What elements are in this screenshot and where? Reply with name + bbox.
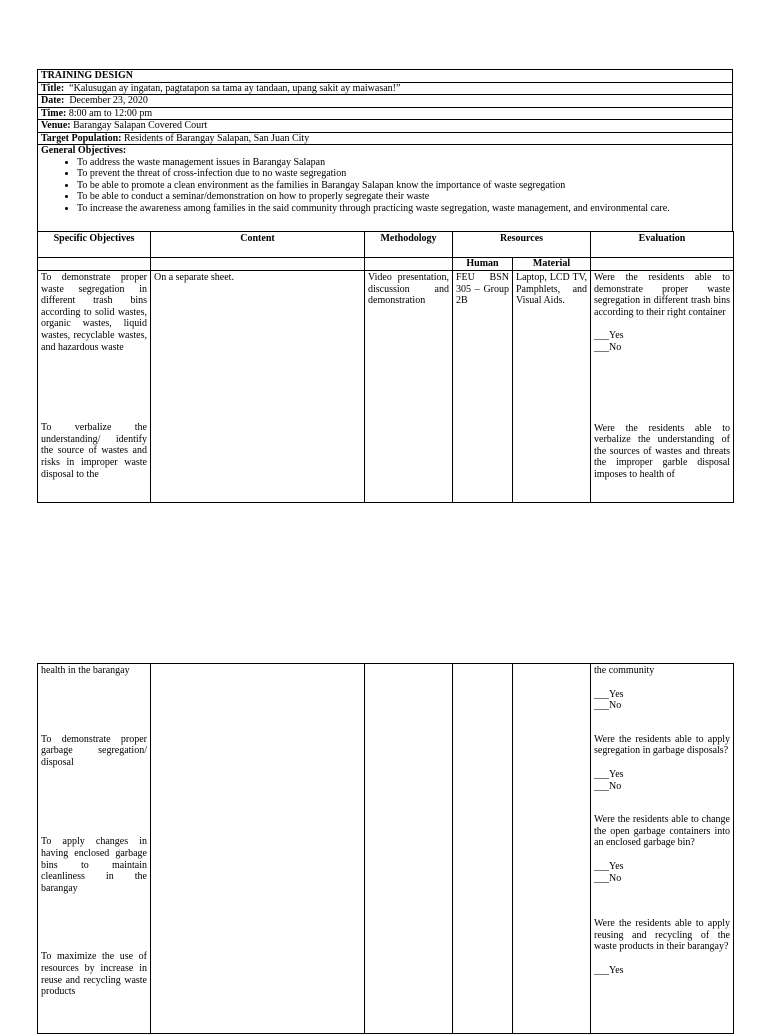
date-label: Date: bbox=[41, 95, 65, 106]
no-option: ___No bbox=[594, 780, 622, 792]
no-option: ___No bbox=[594, 341, 622, 353]
venue-row bbox=[37, 119, 733, 132]
yes-option: ___Yes bbox=[594, 330, 624, 342]
human-resource-cell: FEU BSN 305 – Group 2B bbox=[453, 271, 513, 503]
objective-3: To demonstrate proper garbage segregation/ disposal bbox=[41, 733, 147, 768]
methodology-cell: Video presentation, discussion and demonstration bbox=[365, 271, 453, 503]
objective-2-part2: health in the barangay bbox=[41, 665, 130, 676]
evaluation-2-part1: Were the residents able to verbalize the understanding of the sources of wastes and threats the improper garble disposal imposes to health of bbox=[594, 422, 731, 480]
col-material: Material bbox=[513, 258, 591, 271]
evaluation-3: Were the residents able to apply segregation in garbage disposals? bbox=[594, 733, 730, 757]
target-label: Target Population: bbox=[41, 132, 122, 144]
specific-objectives-cell bbox=[38, 664, 151, 1034]
col-human: Human bbox=[453, 258, 513, 271]
material-resource-cell bbox=[513, 664, 591, 1034]
objective-item: • To increase the awareness among families in the said community through practicing waste segregation, waste management, and environmental care. bbox=[77, 203, 729, 215]
training-design-page-2 bbox=[37, 663, 733, 1034]
evaluation-cell bbox=[591, 664, 734, 1034]
general-objectives-label: General Objectives: bbox=[41, 145, 127, 156]
material-resource-cell: Laptop, LCD TV, Pamphlets, and Visual Aids. bbox=[513, 271, 591, 503]
yes-option: ___Yes bbox=[594, 688, 624, 700]
yes-option: ___Yes bbox=[594, 768, 624, 780]
date-value: December 23, 2020 bbox=[69, 95, 148, 106]
evaluation-2-part2: the community bbox=[594, 665, 655, 676]
sub-empty bbox=[365, 258, 453, 271]
sub-empty bbox=[151, 258, 365, 271]
no-option: ___No bbox=[594, 872, 622, 884]
target-value: Residents of Barangay Salapan, San Juan City bbox=[123, 132, 310, 144]
col-evaluation: Evaluation bbox=[591, 232, 734, 258]
time-value: 8:00 am to 12:00 pm bbox=[68, 107, 153, 119]
training-design-page-1 bbox=[37, 69, 733, 503]
general-objectives bbox=[37, 144, 733, 231]
title-label: Title: bbox=[41, 82, 65, 94]
time-row bbox=[37, 107, 733, 120]
yes-option: ___Yes bbox=[594, 964, 624, 976]
evaluation-cell bbox=[591, 271, 734, 503]
objective-item: • To be able to conduct a seminar/demonstration on how to properly segregate their waste bbox=[77, 191, 729, 203]
sub-empty bbox=[38, 258, 151, 271]
general-objectives-list bbox=[41, 157, 729, 215]
objective-2-part1: To verbalize the understanding/ identify the source of wastes and risks in improper waste disposal to the bbox=[41, 422, 147, 480]
date-row bbox=[37, 94, 733, 107]
human-resource-cell bbox=[453, 664, 513, 1034]
methodology-cell bbox=[365, 664, 453, 1034]
objective-item: • To be able to promote a clean environment as the families in Barangay Salapan know the importance of waste segregation bbox=[77, 180, 729, 192]
no-option: ___No bbox=[594, 700, 622, 712]
target-population-row bbox=[37, 132, 733, 145]
content-cell bbox=[151, 664, 365, 1034]
specific-objectives-cell bbox=[38, 271, 151, 503]
content-cell: On a separate sheet. bbox=[151, 271, 365, 503]
objective-item: • To address the waste management issues in Barangay Salapan bbox=[77, 157, 729, 169]
col-specific-objectives: Specific Objectives bbox=[38, 232, 151, 258]
time-label: Time: bbox=[41, 107, 67, 119]
evaluation-5: Were the residents able to apply reusing and recycling of the waste products in their barangay? bbox=[594, 918, 730, 953]
objective-4: To apply changes in having enclosed garbage bins to maintain cleanliness in the barangay bbox=[41, 836, 147, 894]
training-design-table-continued bbox=[37, 663, 734, 1034]
col-methodology: Methodology bbox=[365, 232, 453, 258]
title-value: “Kalusugan ay ingatan, pagtatapon sa tama ay tandaan, upang sakit ay maiwasan!” bbox=[69, 82, 401, 94]
title-row bbox=[37, 82, 733, 95]
training-design-table bbox=[37, 231, 734, 503]
training-design-heading: TRAINING DESIGN bbox=[37, 69, 733, 82]
objective-1: To demonstrate proper waste segregation in different trash bins according to solid wastes, organic wastes, liquid wastes, recyclable wastes, and hazardous waste bbox=[41, 272, 147, 353]
objective-item: • To prevent the threat of cross-infection due to no waste segregation bbox=[77, 168, 729, 180]
sub-empty bbox=[591, 258, 734, 271]
yes-option: ___Yes bbox=[594, 860, 624, 872]
venue-value: Barangay Salapan Covered Court bbox=[73, 120, 208, 131]
col-resources: Resources bbox=[453, 232, 591, 258]
venue-label: Venue: bbox=[41, 120, 71, 131]
objective-5: To maximize the use of resources by increase in reuse and recycling waste products bbox=[41, 951, 147, 998]
col-content: Content bbox=[151, 232, 365, 258]
evaluation-1: Were the residents able to demonstrate proper waste segregation in different trash bins according to their right container bbox=[594, 272, 731, 318]
evaluation-4: Were the residents able to change the open garbage containers into an enclosed garbage bin? bbox=[594, 814, 730, 849]
